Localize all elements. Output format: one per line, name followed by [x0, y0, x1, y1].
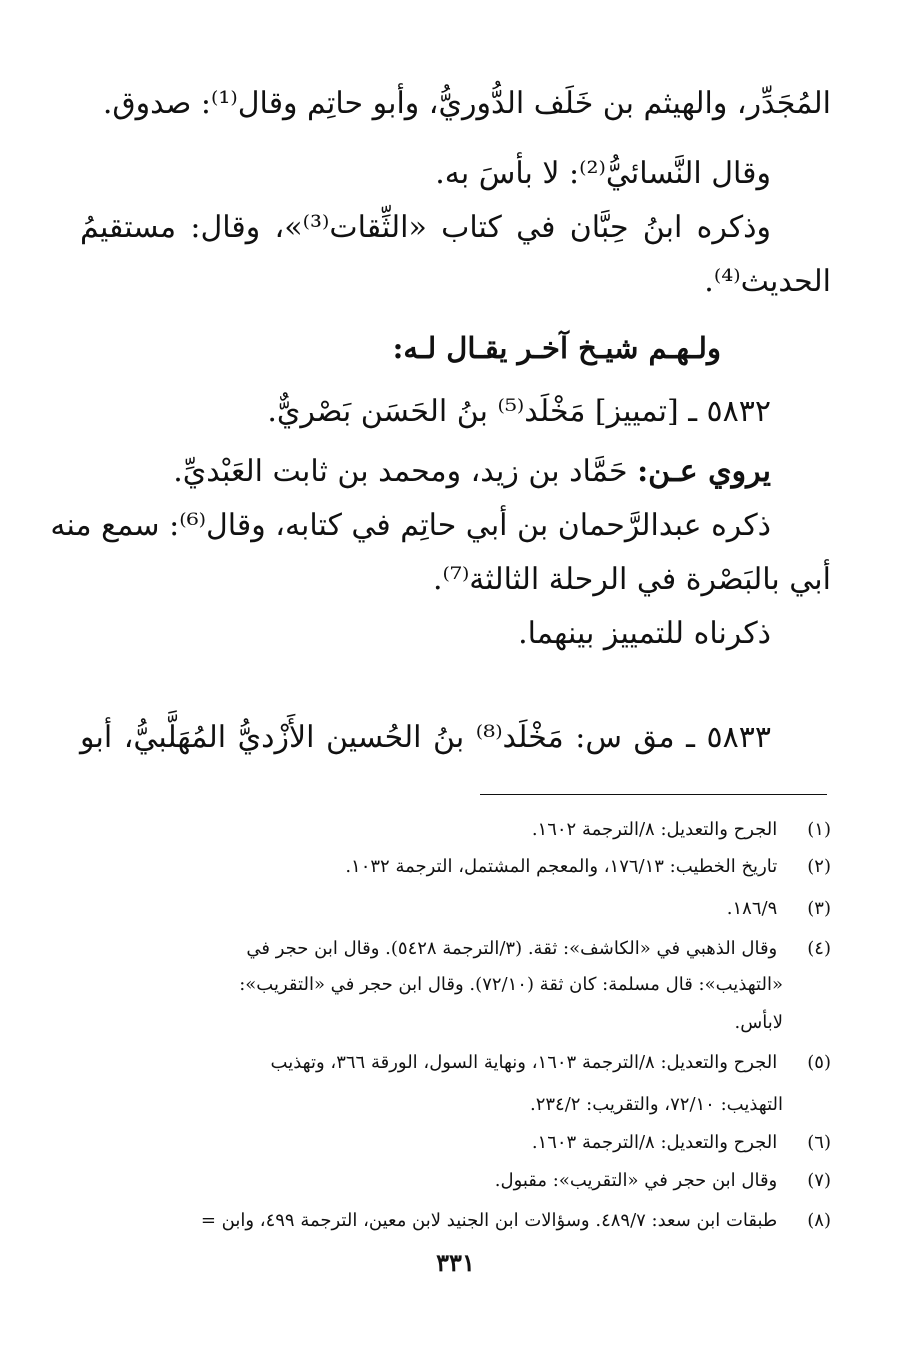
section-heading: ولـهـم شيـخ آخـر يقـال لـه:	[392, 331, 721, 365]
footnote-4-line-3: لابأس.	[734, 1012, 783, 1033]
footnote-4	[80, 934, 831, 964]
footnote-number: (٤)	[807, 938, 831, 959]
footnote-4-line-2: «التهذيب»: قال مسلمة: كان ثقة (٧٢/١٠). وقال ابن حجر في «التقريب»:	[239, 974, 783, 995]
footnote-number: (٦)	[807, 1132, 831, 1153]
text-line-1: المُجَدِّر، والهيثم بن خَلَف الدُّوريُّ، وأبو حاتِم وقال⁽¹⁾: صدوق.	[102, 86, 831, 121]
footnote-number: (١)	[807, 819, 831, 840]
entry-5832-line-4: أبي بالبَصْرة في الرحلة الثالثة⁽⁷⁾.	[433, 562, 831, 597]
narrators-list: حَمَّاد بن زيد، ومحمد بن ثابت العَبْديِّ.	[173, 454, 638, 489]
entry-5832-line-3: ذكره عبدالرَّحمان بن أبي حاتِم في كتابه، وقال⁽⁶⁾: سمع منه	[50, 508, 771, 543]
text-line-3: وذكره ابنُ حِبَّان في كتاب «الثِّقات⁽³⁾»، وقال: مستقيمُ	[80, 210, 772, 245]
footnote-5-line-2: التهذيب: ٧٢/١٠، والتقريب: ٢٣٤/٢.	[529, 1094, 783, 1115]
footnote-2	[80, 852, 831, 882]
footnote-text: الجرح والتعديل: ٨/الترجمة ١٦٠٢.	[531, 819, 778, 840]
footnote-text: وقال ابن حجر في «التقريب»: مقبول.	[494, 1170, 778, 1191]
footnote-number: (٧)	[807, 1170, 831, 1191]
text-line-2: وقال النَّسائيُّ⁽²⁾: لا بأسَ به.	[435, 156, 771, 191]
footnote-separator	[480, 794, 827, 795]
entry-5832-line-5: ذكرناه للتمييز بينهما.	[518, 616, 771, 651]
footnote-number: (٣)	[807, 898, 831, 919]
footnote-number: (٥)	[807, 1052, 831, 1073]
footnote-1	[80, 815, 831, 845]
text-line-4: الحديث⁽⁴⁾.	[704, 264, 831, 299]
footnote-3	[80, 894, 831, 924]
footnote-text: طبقات ابن سعد: ٤٨٩/٧. وسؤالات ابن الجنيد لابن معين، الترجمة ٤٩٩، وابن =	[200, 1210, 778, 1231]
footnote-5	[80, 1048, 831, 1078]
entry-5833-title: ٥٨٣٣ ـ مق س: مَخْلَد⁽⁸⁾ بنُ الحُسين الأَزْديُّ المُهَلَّبيُّ، أبو	[80, 720, 771, 755]
footnote-number: (٢)	[807, 856, 831, 877]
footnote-6	[80, 1128, 831, 1158]
entry-5832-narrators	[80, 452, 771, 492]
narrators-lead: يروي عـن:	[637, 454, 771, 489]
footnote-text: الجرح والتعديل: ٨/الترجمة ١٦٠٣، ونهاية السول، الورقة ٣٦٦، وتهذيب	[270, 1052, 778, 1073]
entry-5832-title: ٥٨٣٢ ـ [تمييز] مَخْلَد⁽⁵⁾ بنُ الحَسَن بَصْريٌّ.	[267, 394, 771, 429]
footnote-text: الجرح والتعديل: ٨/الترجمة ١٦٠٣.	[531, 1132, 778, 1153]
footnote-text: ١٨٦/٩.	[726, 898, 778, 919]
footnote-text: وقال الذهبي في «الكاشف»: ثقة. (٣/الترجمة ٥٤٢٨). وقال ابن حجر في	[246, 938, 778, 959]
footnote-number: (٨)	[807, 1210, 831, 1231]
page-number: ٣٣١	[436, 1248, 475, 1277]
footnote-text: تاريخ الخطيب: ١٧٦/١٣، والمعجم المشتمل، الترجمة ١٠٣٢.	[345, 856, 778, 877]
footnote-7	[80, 1166, 831, 1196]
footnote-8	[80, 1206, 831, 1236]
